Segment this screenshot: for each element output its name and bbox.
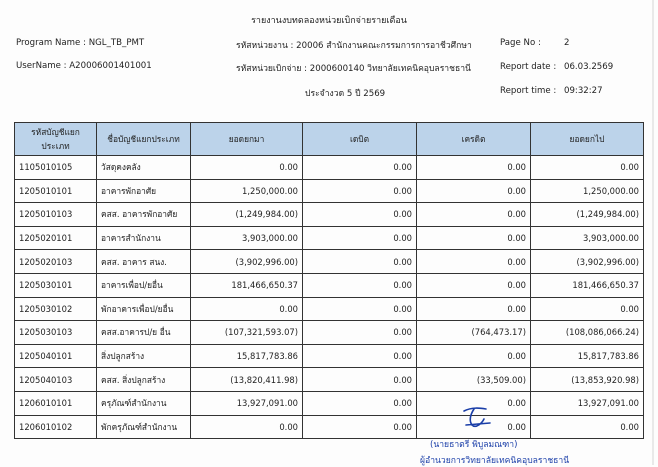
col-header-debit: เดบิต	[303, 123, 417, 156]
account-name: วัสดุคงคลัง	[97, 156, 191, 180]
report-title: รายงานงบทดลองหน่วยเบิกจ่ายรายเดือน	[251, 16, 407, 26]
debit: 0.00	[303, 273, 417, 297]
page-label: Page No :	[500, 38, 541, 48]
report-time-label: Report time :	[500, 86, 557, 96]
period-line: ประจำงวด 5 ปี 2569	[305, 89, 386, 99]
closing-balance: 15,817,783.86	[531, 344, 644, 368]
debit: 0.00	[303, 226, 417, 250]
closing-balance: (3,902,996.00)	[531, 250, 644, 274]
account-name: อาคารพักอาศัย	[97, 179, 191, 203]
debit: 0.00	[303, 368, 417, 392]
closing-balance: 0.00	[531, 297, 644, 321]
account-code: 1205030103	[15, 321, 97, 345]
table-row	[15, 179, 644, 203]
opening-balance: 13,927,091.00	[191, 391, 303, 415]
credit: 0.00	[417, 391, 531, 415]
opening-balance: (107,321,593.07)	[191, 321, 303, 345]
closing-balance: 3,903,000.00	[531, 226, 644, 250]
table-row	[15, 203, 644, 227]
closing-balance: 181,466,650.37	[531, 273, 644, 297]
closing-balance: 13,927,091.00	[531, 391, 644, 415]
table-row	[15, 226, 644, 250]
account-name: คสส. อาคารพักอาศัย	[97, 203, 191, 227]
opening-balance: (1,249,984.00)	[191, 203, 303, 227]
account-code: 1205020101	[15, 226, 97, 250]
debit: 0.00	[303, 344, 417, 368]
table-row	[15, 273, 644, 297]
account-code: 1205040103	[15, 368, 97, 392]
debit: 0.00	[303, 415, 417, 439]
table-row	[15, 250, 644, 274]
report-time-value: 09:32:27	[564, 86, 603, 96]
table-row	[15, 321, 644, 345]
credit: 0.00	[417, 273, 531, 297]
closing-balance: 0.00	[531, 156, 644, 180]
debit: 0.00	[303, 250, 417, 274]
opening-balance: 0.00	[191, 156, 303, 180]
closing-balance: (1,249,984.00)	[531, 203, 644, 227]
credit: (33,509.00)	[417, 368, 531, 392]
debit: 0.00	[303, 297, 417, 321]
closing-balance: (108,086,066.24)	[531, 321, 644, 345]
opening-balance: 1,250,000.00	[191, 179, 303, 203]
credit: 0.00	[417, 156, 531, 180]
username: UserName : A20006001401001	[16, 61, 152, 71]
col-header-credit: เครดิต	[417, 123, 531, 156]
opening-balance: 3,903,000.00	[191, 226, 303, 250]
account-code: 1205030101	[15, 273, 97, 297]
page-value: 2	[564, 38, 570, 48]
signatory-name: (นายธาตรี พิบูลมณฑา)	[430, 440, 518, 450]
table-row	[15, 344, 644, 368]
account-name: คสส. สิ่งปลูกสร้าง	[97, 368, 191, 392]
table-row	[15, 391, 644, 415]
agency-line: รหัสหน่วยงาน : 20006 สำนักงานคณะกรรมการการอาชีวศึกษา	[236, 41, 472, 51]
opening-balance: 0.00	[191, 297, 303, 321]
table-row	[15, 368, 644, 392]
credit: 0.00	[417, 203, 531, 227]
table-row	[15, 415, 644, 439]
account-code: 1205020103	[15, 250, 97, 274]
credit: 0.00	[417, 344, 531, 368]
report-date-value: 06.03.2569	[564, 62, 614, 72]
account-code: 1205040101	[15, 344, 97, 368]
account-name: ครุภัณฑ์สำนักงาน	[97, 391, 191, 415]
account-name: พักอาคารเพื่อป/ยอื่น	[97, 297, 191, 321]
closing-balance: (13,853,920.98)	[531, 368, 644, 392]
opening-balance: (13,820,411.98)	[191, 368, 303, 392]
account-name: สิ่งปลูกสร้าง	[97, 344, 191, 368]
credit: 0.00	[417, 226, 531, 250]
account-code: 1205010101	[15, 179, 97, 203]
account-name: คสส.อาคารป/ย อื่น	[97, 321, 191, 345]
debit: 0.00	[303, 321, 417, 345]
opening-balance: 181,466,650.37	[191, 273, 303, 297]
account-code: 1206010102	[15, 415, 97, 439]
closing-balance: 0.00	[531, 415, 644, 439]
closing-balance: 1,250,000.00	[531, 179, 644, 203]
program-name: Program Name : NGL_TB_PMT	[16, 38, 145, 48]
account-code: 1206010101	[15, 391, 97, 415]
credit: 0.00	[417, 179, 531, 203]
account-code: 1105010105	[15, 156, 97, 180]
signatory-title: ผู้อำนวยการวิทยาลัยเทคนิคอุบลราชธานี	[420, 456, 570, 466]
credit: 0.00	[417, 250, 531, 274]
debit: 0.00	[303, 156, 417, 180]
report-date-label: Report date :	[500, 62, 557, 72]
account-name: อาคารเพื่อป/ยอื่น	[97, 273, 191, 297]
debit: 0.00	[303, 203, 417, 227]
col-header-account-name: ชื่อบัญชีแยกประเภท	[97, 123, 191, 156]
trial-balance-table	[14, 122, 644, 439]
debit: 0.00	[303, 179, 417, 203]
debit: 0.00	[303, 391, 417, 415]
col-header-closing-balance: ยอดยกไป	[531, 123, 644, 156]
account-code: 1205030102	[15, 297, 97, 321]
credit: 0.00	[417, 415, 531, 439]
signature-scribble-icon	[460, 405, 494, 431]
table-row	[15, 156, 644, 180]
account-name: อาคารสำนักงาน	[97, 226, 191, 250]
table-header-row	[15, 123, 644, 156]
opening-balance: (3,902,996.00)	[191, 250, 303, 274]
opening-balance: 0.00	[191, 415, 303, 439]
credit: (764,473.17)	[417, 321, 531, 345]
table-row	[15, 297, 644, 321]
account-name: พักครุภัณฑ์สำนักงาน	[97, 415, 191, 439]
credit: 0.00	[417, 297, 531, 321]
col-header-account-code: รหัสบัญชีแยกประเภท	[15, 123, 97, 156]
opening-balance: 15,817,783.86	[191, 344, 303, 368]
disbursement-unit-line: รหัสหน่วยเบิกจ่าย : 2000600140 วิทยาลัยเทคนิคอุบลราชธานี	[236, 64, 471, 74]
account-name: คสส. อาคาร สนง.	[97, 250, 191, 274]
col-header-opening-balance: ยอดยกมา	[191, 123, 303, 156]
account-code: 1205010103	[15, 203, 97, 227]
